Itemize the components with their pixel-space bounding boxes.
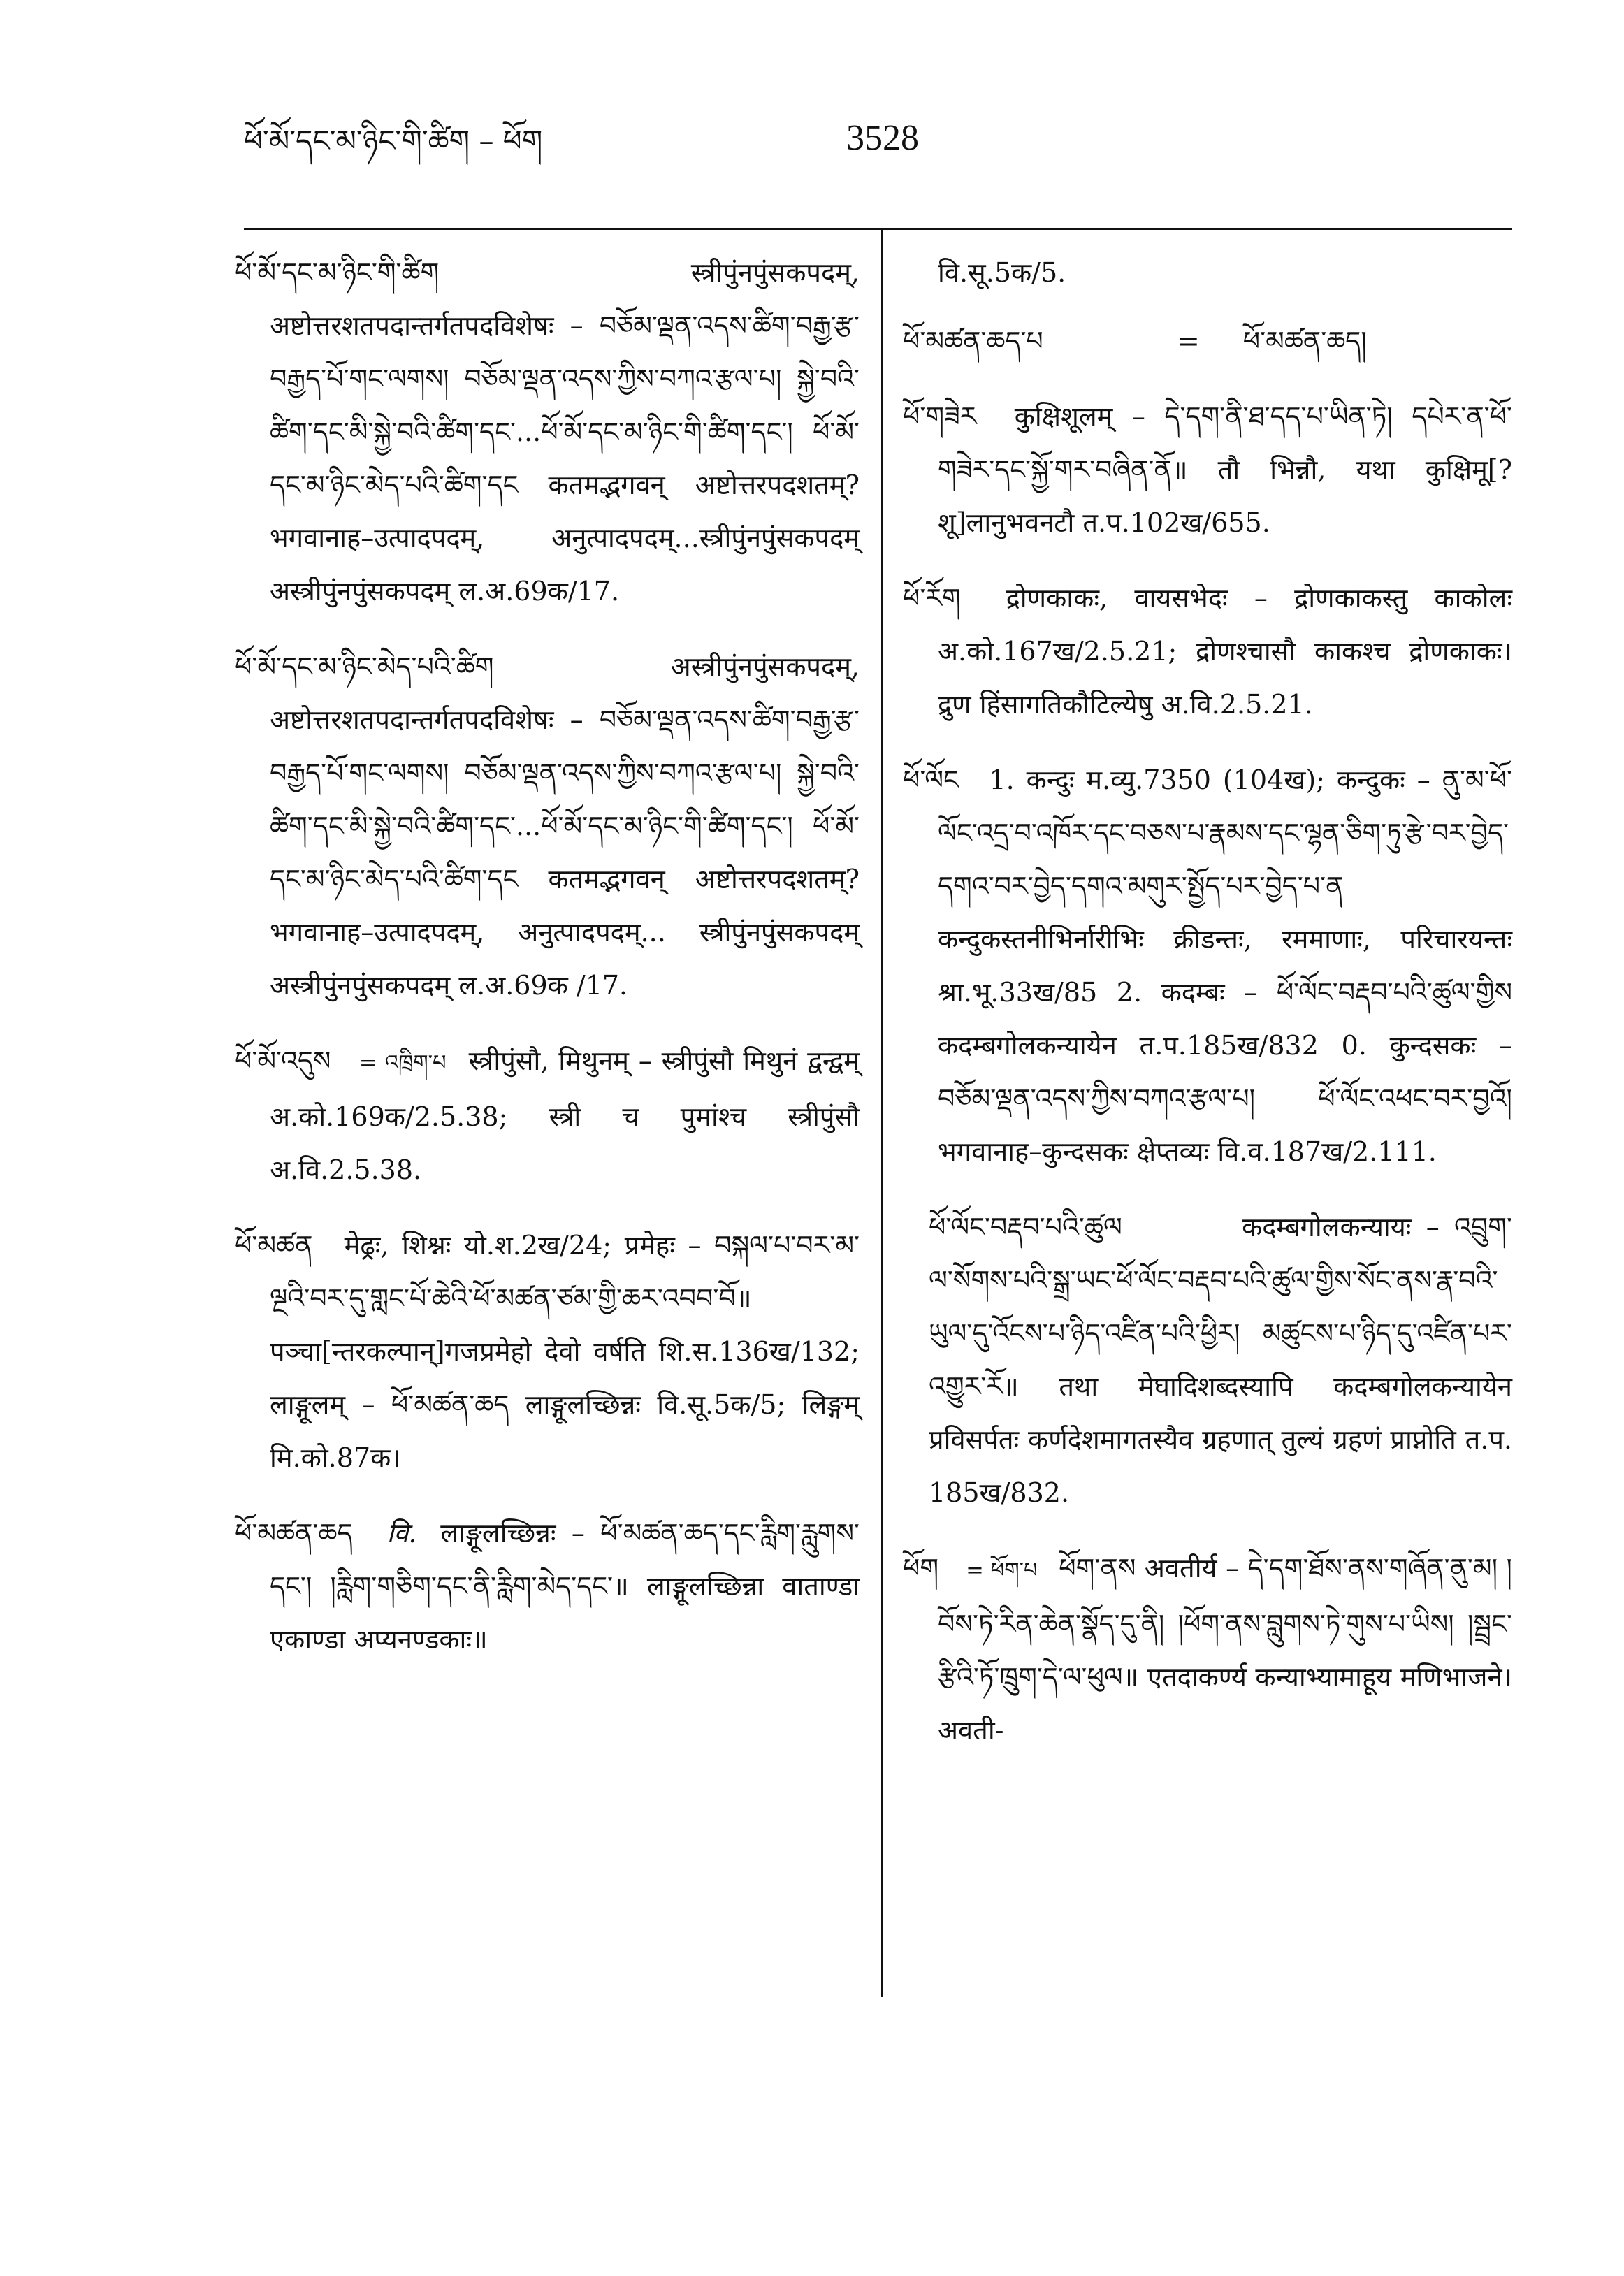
entry-definition: ཕོག་ནས अवतीर्य – དེ་དག་ཐོས་ནས་གཞོན་ནུ་མ། །བོས་ཏེ་རིན་ཆེན་སྣོད་དུ་ནི། །ཕོག་ནས་བླུགས་ཏེ་གུས་པ་ཡིས། །སྦྲང་རྩིའི་ཏོ་ཁྲུག་དེ་ལ་ཕུལ॥ एतदाकर्ण्य कन्याभ्यामाहूय मणिभाजने। अवती- (938, 1553, 1512, 1746)
dictionary-entry (235, 1507, 860, 1666)
entry-definition: लाङ्गूलच्छिन्नः – ཕོ་མཚན་ཆད་དང་རླིག་རླུགས་དང་། །རླིག་གཅིག་དང་ནི་རླིག་མེད་དང་॥ लाङ्गूलच्छिन्ना वाताण्डा एकाण्डा अप्यनण्डकाः॥ (270, 1518, 860, 1655)
entry-headword: ཕོ་མོ་འདུས (235, 1045, 331, 1076)
entry-definition: कदम्बगोलकन्यायः – འབྲུག་ལ་སོགས་པའི་སྒྲ་ཡང་ཕོ་ལོང་བརྡབ་པའི་ཚུལ་གྱིས་སོང་ནས་རྣ་བའི་ཡུལ་དུ་འོངས་པ་ཉིད་འཛིན་པའི་ཕྱིར། མཚུངས་པ་ཉིད་དུ་འཛིན་པར་འགྱུར་རོ॥ तथा मेघादिशब्दस्यापि कदम्बगोलकन्यायेन प्रविसर्पतः कर्णदेशमागतस्यैव ग्रहणात् तुल्यं ग्रहणं प्राप्नोति त.प. 185ख/832. (929, 1212, 1512, 1508)
dictionary-entry (903, 390, 1512, 549)
entry-headword: ཕོག (903, 1553, 939, 1583)
entry-equivalent: = ཕོ་མཚན་ཆད། (1177, 326, 1367, 356)
column-divider (881, 228, 883, 1997)
entry-definition: द्रोणकाकः, वायसभेदः – द्रोणकाकस्तु काकोलः अ.को.167ख/2.5.21; द्रोणश्चासौ काकश्च द्रोणकाकः। द्रुण हिंसागतिकौटिल्येषु अ.वि.2.5.21. (938, 583, 1512, 720)
entry-headword: ཕོ་ལོང་བརྡབ་པའི་ཚུལ (929, 1212, 1122, 1242)
right-column (903, 246, 1512, 1779)
entry-definition: स्त्रीपुंसौ, मिथुनम् – स्त्रीपुंसौ मिथुनं द्वन्द्वम् अ.को.169क/2.5.38; स्त्री च पुमांश्च स्त्रीपुंसौ अ.वि.2.5.38. (270, 1045, 860, 1185)
entry-definition: स्त्रीपुंनपुंसकपदम्, अष्टोत्तरशतपदान्तर्गतपदविशेषः – བཅོམ་ལྡན་འདས་ཚིག་བརྒྱ་རྩ་བརྒྱད་པོ་གང་ལགས། བཅོམ་ལྡན་འདས་ཀྱིས་བཀའ་རྩལ་པ། སྐྱེ་བའི་ཚིག་དང་མི་སྐྱེ་བའི་ཚིག་དང་...ཕོ་མོ་དང་མ་ཉིང་གི་ཚིག་དང་། ཕོ་མོ་དང་མ་ཉིང་མེད་པའི་ཚིག་དང कतमद्भगवन् अष्टोत्तरपदशतम्? भगवानाह–उत्पादपदम्, अनुत्पादपदम्...स्त्रीपुंनपुंसकपदम् अस्त्रीपुंनपुंसकपदम् ल.अ.69क/17. (270, 257, 860, 607)
dictionary-entry (235, 246, 860, 618)
entry-headword: ཕོ་མོ་དང་མ་ཉིང་གི་ཚིག (235, 257, 440, 288)
entry-headword: ཕོ་རོག (903, 583, 961, 614)
entry-equivalent: = ཕོག་པ (966, 1558, 1038, 1583)
entry-definition: अस्त्रीपुंनपुंसकपदम्, अष्टोत्तरशतपदान्तर्गतपदविशेषः – བཅོམ་ལྡན་འདས་ཚིག་བརྒྱ་རྩ་བརྒྱད་པོ་གང་ལགས། བཅོམ་ལྡན་འདས་ཀྱིས་བཀའ་རྩལ་པ། སྐྱེ་བའི་ཚིག་དང་མི་སྐྱེ་བའི་ཚིག་དང་...ཕོ་མོ་དང་མ་ཉིང་གི་ཚིག་དང་། ཕོ་མོ་དང་མ་ཉིང་མེད་པའི་ཚིག་དང कतमद्भगवन् अष्टोत्तरपदशतम्? भगवानाह–उत्पादपदम्, अनुत्पादपदम्... स्त्रीपुंनपुंसकपदम् अस्त्रीपुंनपुंसकपदम् ल.अ.69क /17. (270, 651, 860, 1001)
entry-headword: ཕོ་མཚན་ཆད་པ (903, 326, 1043, 356)
running-head: ཕོ་མོ་དང་མ་ཉིང་གི་ཚིག – ཕོག (244, 124, 543, 158)
entry-definition: कुक्षिशूलम् – དེ་དག་ནི་ཐ་དད་པ་ཡིན་ཏེ། དཔེར་ན་ཕོ་གཟེར་དང་སྐྱོ་གར་བཞིན་ནོ॥ तौ भिन्नौ, यथा कुक्षिमू[?शू]लानुभवनटौ त.प.102ख/655. (938, 401, 1512, 538)
page-number: 3528 (846, 118, 919, 158)
entry-headword: ཕོ་མོ་དང་མ་ཉིང་མེད་པའི་ཚིག (235, 651, 494, 682)
dictionary-subentry (929, 1201, 1512, 1519)
header-rule (244, 228, 1512, 230)
dictionary-entry (903, 753, 1512, 1178)
entry-headword: ཕོ་ལོང (903, 764, 959, 795)
entry-headword: ཕོ་གཟེར (903, 401, 977, 432)
dictionary-entry (903, 314, 1512, 368)
entry-definition: 1. कन्दुः म.व्यु.7350 (104ख); कन्दुकः – ནུ་མ་ཕོ་ལོང་འདྲ་བ་འཁོར་དང་བཅས་པ་རྣམས་དང་ལྷན་ཅིག་ཏུ་རྩེ་བར་བྱེད་དགའ་བར་བྱེད་དགའ་མགུར་སྤྱོད་པར་བྱེད་པ་ན कन्दुकस्तनीभिर्नारीभिः क्रीडन्तः, रममाणाः, परिचारयन्तः श्रा.भू.33ख/85 2. कदम्बः – ཕོ་ལོང་བརྡབ་པའི་ཚུལ་གྱིས कदम्बगोलकन्यायेन त.प.185ख/832 0. कुन्दसकः – བཅོམ་ལྡན་འདས་ཀྱིས་བཀའ་རྩལ་པ། ཕོ་ལོང་འཕང་བར་བྱའོ། भगवानाह–कुन्दसकः क्षेप्तव्यः वि.व.187ख/2.111. (938, 764, 1512, 1167)
dictionary-entry (903, 1542, 1512, 1757)
dictionary-entry (235, 640, 860, 1012)
entry-headword: ཕོ་མཚན་ཆད (235, 1518, 353, 1549)
entry-definition: मेढ्रः, शिश्नः यो.श.2ख/24; प्रमेहः – བསྐལ་པ་བར་མ་ལྔའི་བར་དུ་གླང་པོ་ཆེའི་ཕོ་མཚན་ཙམ་གྱི་ཆར་འབབ་བོ॥ पञ्चा[न्तरकल्पान्]गजप्रमेहो देवो वर्षति शि.स.136ख/132; लाङ्गूलम् – ཕོ་མཚན་ཆད लाङ्गूलच्छिन्नः वि.सू.5क/5; लिङ्गम् मि.को.87क। (270, 1230, 860, 1473)
left-column (235, 246, 860, 1688)
dictionary-entry (235, 1034, 860, 1196)
entry-equivalent: = འཁྲིག་པ (358, 1051, 447, 1075)
entry-headword: ཕོ་མཚན (235, 1230, 313, 1261)
dictionary-entry (235, 1219, 860, 1484)
entry-part-of-speech: वि. (386, 1518, 417, 1549)
entry-continuation: वि.सू.5क/5. (938, 257, 1066, 288)
dictionary-entry (903, 572, 1512, 731)
